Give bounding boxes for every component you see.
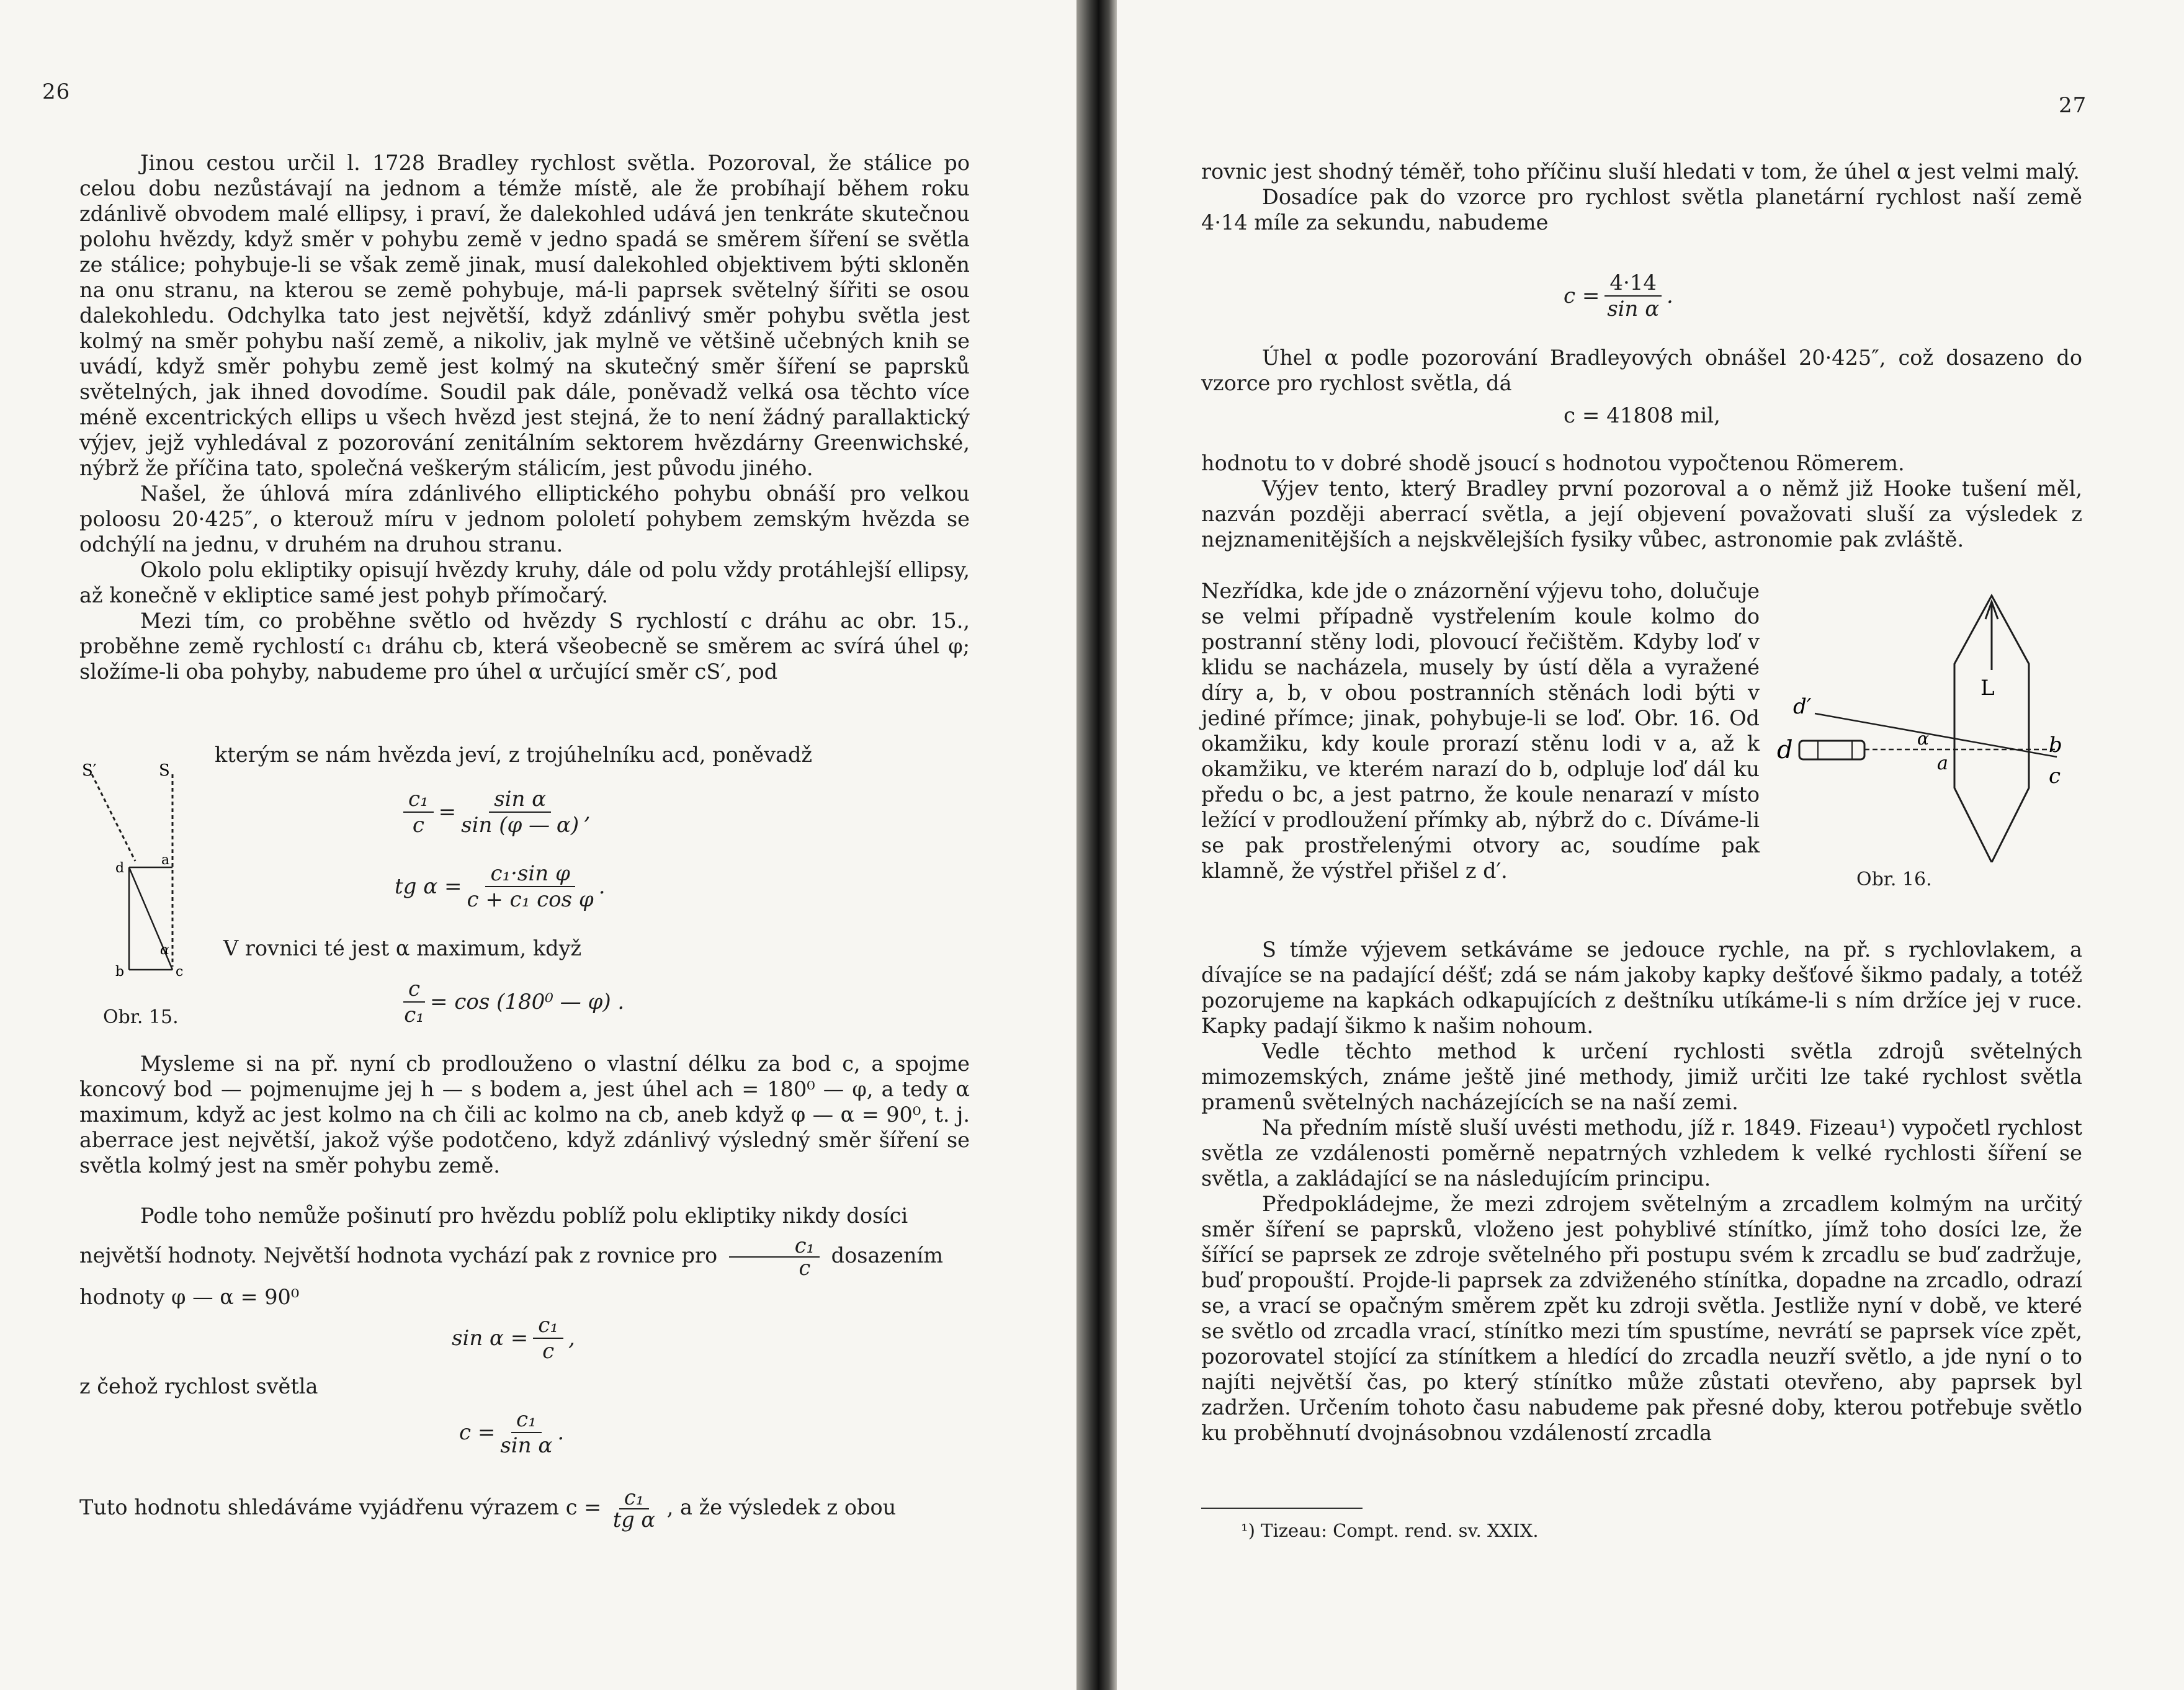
fig16-label-a: a	[1937, 753, 1948, 774]
right-equation-1	[1564, 272, 1673, 320]
left-paragraph-1: Jinou cestou určil l. 1728 Bradley rychlost světla. Pozoroval, že stálice po celou dobu nezůstávají na jednom a témže místě, ale že probíhají během roku zdánlivě obvodem malé ellipsy, i praví, že dalekohled udává jen tenkráte skutečnou polohu hvězdy, když směr v pohybu země v jedno spadá se směrem šíření se světla ze stálice; pohybuje-li se však země jinak, musí dalekohled objektivem býti skloněn na onu stranu, na kterou se země pohybuje, má-li paprsek světelný šířiti se osou dalekohledu. Odchylka tato jest největší, když zdánlivý směr pohybu světla jest kolmý na směr pohybu naší země, a nikoliv, jak mylně ve většině učebných knih se uvádí, když směr pohybu země jest kolmý na skutečný směr šíření se paprsků světelných, jak ihned dovodíme. Soudil pak dále, poněvadž velká osa těchto více méně excentrických ellips u všech hvězd jest stejná, že to není žádný parallaktický výjev, jejž vyhledával z pozorování zenitálním sektorem hvězdárny Greenwichské, nýbrž že příčina tato, společná veškerým stálicím, jest původu jiného.	[79, 151, 970, 480]
fig16-label-L: L	[1980, 676, 1995, 700]
fig15-label-d: d	[115, 861, 125, 876]
left-text-bottom	[79, 1051, 970, 1178]
left-paragraph-7c: hodnoty φ — α = 90⁰	[79, 1285, 300, 1309]
left-paragraph-9a: Tuto hodnotu shledáváme vyjádřenu výrazem c =	[79, 1495, 602, 1519]
eq1-lhs-denominator: c	[412, 813, 424, 838]
eq1-rhs-numerator: sin α	[489, 788, 551, 813]
fig15-label-alpha: α	[160, 942, 169, 958]
left-equation-4	[452, 1314, 575, 1362]
fig15-label-b: b	[115, 964, 125, 980]
right-paragraph-9: Předpokládejme, že mezi zdrojem světelným a zrcadlem kolmým na určitý směr šíření se paprsků, vloženo jest pohyblivé stínítko, jímž toho dosíci lze, že šířící se paprsek ze zdroje světelného při postupu svém k zrcadlu se buď zadržuje, buď propouští. Projde-li paprsek za zdviženého stínítka, dopadne na zrcadlo, odrazí se, a vrací se opačným směrem zpět ku zdroji světla. Jestliže nyní v době, ve které se světlo od zrcadla vrací, stínítko mezi tím spustíme, nevrátí se paprsek více zpět, pozorovatel stojící za stínítkem a hledící do zrcadla neuzří světlo, a jde nyní o to najíti největší čas, po který stínítko může zůstati otevřeno, aby paprsek byl zadržen. Určením tohoto času nabudeme pak přesné doby, kterou potřebuje světlo ku proběhnutí dvojnásobnou vzdáleností zrcadla	[1201, 1192, 2082, 1445]
eq5-end: .	[557, 1420, 565, 1445]
para7-fraction-denominator: c	[799, 1256, 811, 1280]
right-paragraph-5b: Nezřídka, kde jde o znázornění výjevu toho, dolučuje se velmi případně vystřelením koule kolmo do postranní stěny lodi, plovoucí řečištěm. Kdyby loď v klidu se nacházela, musely by ústí děla a vyražené díry a, b, v obou postranních stěnách lodi býti v jediné přímce; jinak, pohybuje-li se loď. Obr. 16. Od okamžiku, kdy koule prorazí stěnu lodi v a, až k okamžiku, ve kterém narazí do b, odpluje loď dál ku předu o bc, a jest patrno, že koule nenarazí v místo ležící v prodloužení přímky ab, nýbrž do c. Díváme-li se pak prostřelenými otvory ac, soudíme pak klamně, že výstřel přišel z d′.	[1201, 579, 1760, 883]
left-paragraph-5: V rovnici té jest α maximum, když	[223, 936, 582, 960]
left-paragraph-2: Našel, že úhlová míra zdánlivého elliptického pohybu obnáší pro velkou poloosu 20·425″, o kterouž míru v jednom pololetí pohybem zemským hvězda se odchýlí na jednu, v druhém na druhou stranu.	[79, 481, 970, 557]
para7-fraction-numerator: c₁	[729, 1236, 820, 1258]
book-gutter	[1076, 0, 1117, 1690]
left-paragraph-4b: kterým se nám hvězda jeví, z trojúhelníku acd, poněvadž	[215, 743, 813, 767]
fig15-label-c: c	[176, 964, 184, 980]
eq3-numerator: c	[403, 978, 425, 1003]
para9-fraction-numerator: c₁	[619, 1488, 649, 1509]
right-paragraph-4: hodnotu to v dobré shodě jsoucí s hodnotou vypočtenou Römerem.	[1201, 451, 1905, 475]
eq2-lhs: tg α =	[395, 874, 462, 899]
eq5-numerator: c₁	[511, 1408, 542, 1433]
figure-16-caption: Obr. 16.	[1856, 869, 1932, 890]
left-page	[0, 0, 1076, 1690]
left-text-z-cehoz	[79, 1374, 700, 1399]
figure-16-diagram	[1774, 589, 2066, 862]
fig16-label-b: b	[2049, 733, 2062, 758]
para7-fraction	[729, 1233, 820, 1280]
left-equation-2	[395, 862, 606, 911]
right-eq1-end: .	[1667, 284, 1673, 308]
left-text-top	[79, 150, 970, 684]
right-eq1-lhs: c =	[1564, 284, 1600, 308]
eq3-rhs: = cos (180⁰ — φ) .	[430, 990, 625, 1014]
left-text-last	[79, 1485, 970, 1532]
right-paragraph-5a: Výjev tento, který Bradley první pozoroval a o němž již Hooke tušení měl, nazván později aberrací světla, a její objevení považovati sluší za výsledek z nejznamenitějších a nejskvělejších fysiky vůbec, astronomie pak zvláště.	[1201, 476, 2082, 552]
fig15-label-s: S	[159, 762, 170, 780]
left-paragraph-8: z čehož rychlost světla	[79, 1374, 318, 1398]
right-page	[1117, 0, 2184, 1690]
eq5-lhs: c =	[459, 1420, 496, 1445]
figure-15-caption: Obr. 15.	[103, 1006, 179, 1028]
fig15-label-s-prime: S′	[82, 762, 97, 780]
right-text-uhel	[1201, 345, 2082, 396]
left-paragraph-9b: , a že výsledek z obou	[666, 1495, 897, 1519]
fig15-line-s-prime	[92, 774, 135, 861]
left-equation-1: $\frac{\text{c₁}}{c}$ = $\frac{\text{sin α}}{\sin (\varphi — \alpha)}$ ,	[398, 788, 591, 836]
eq1-end: ,	[584, 800, 591, 825]
left-text-podle	[79, 1196, 970, 1317]
right-text-bottom	[1201, 937, 2082, 1446]
left-equation-3	[398, 978, 624, 1026]
right-eq1-denominator: sin α	[1607, 297, 1660, 321]
left-text-rovnici	[223, 936, 906, 961]
fig16-label-d-prime: d′	[1793, 694, 1812, 719]
left-paragraph-7b: dosazením	[831, 1243, 943, 1268]
figure-15-diagram	[79, 762, 204, 1010]
page-number-left: 26	[42, 79, 71, 104]
footnote: ¹) Tizeau: Compt. rend. sv. XXIX.	[1241, 1520, 1539, 1541]
footnote-rule	[1201, 1508, 1363, 1509]
left-paragraph-7a: Podle toho nemůže pošinutí pro hvězdu poblíž polu ekliptiky nikdy dosíci největší hodnoty. Největší hodnota vychází pak z rovnice pro	[79, 1204, 908, 1268]
eq4-end: ,	[568, 1326, 575, 1351]
right-paragraph-7: Vedle těchto method k určení rychlosti světla zdrojů světelných mimozemských, známe ještě jiné methody, jimiž určiti lze také rychlost světla pramenů světelných nacházejících se na naší zemi.	[1201, 1039, 2082, 1114]
left-paragraph-6: Mysleme si na př. nyní cb prodlouženo o vlastní délku za bod c, a spojme koncový bod — pojmenujme jej h — s bodem a, jest úhel ach = 180⁰ — φ, a tedy α maximum, když ac jest kolmo na ch čili ac kolmo na cb, aneb když φ — α = 90⁰, t. j. aberrace jest největší, jakož výše podotčeno, když zdánlivý výsledný směr šíření se světla kolmý jest na směr pohybu země.	[79, 1052, 970, 1178]
figure-16	[1774, 589, 2066, 862]
eq4-denominator: c	[542, 1339, 555, 1364]
right-paragraph-3: Úhel α podle pozorování Bradleyových obnášel 20·425″, což dosazeno do vzorce pro rychlost světla, dá	[1201, 346, 2082, 395]
left-paragraph-7	[79, 1196, 970, 1280]
left-equation-5	[459, 1408, 564, 1457]
fig16-label-c: c	[2049, 764, 2061, 789]
right-text-beside-figure	[1201, 578, 1760, 883]
right-eq2: c = 41808 mil,	[1564, 403, 1721, 428]
right-equation-2	[1564, 403, 1721, 428]
eq4-lhs: sin α =	[452, 1326, 529, 1351]
fig16-label-d: d	[1777, 736, 1793, 764]
left-paragraph-3: Okolo polu ekliptiky opisují hvězdy kruhy, dále od polu vždy protáhlejší ellipsy, až konečně v ekliptice samé jest pohyb přímočarý.	[79, 558, 970, 607]
right-paragraph-6: S tímže výjevem setkáváme se jedouce rychle, na př. s rychlovlakem, a dívajíce se na padající déšť; zdá se nám jakoby kapky dešťové šikmo padaly, a totéž pozorujeme na kapkách odkapujících z deštníku utíkáme-li s ním držíce jej v ruce. Kapky padají šikmo k našim nohoum.	[1201, 937, 2082, 1038]
left-text-beside-figure	[215, 742, 969, 767]
right-paragraph-1: rovnic jest shodný téměř, toho příčinu sluší hledati v tom, že úhel α jest velmi malý.	[1201, 159, 2080, 184]
left-paragraph-4a: Mezi tím, co proběhne světlo od hvězdy S rychlostí c dráhu ac obr. 15., proběhne země rychlostí c₁ dráhu cb, která všeobecně se směrem ac svírá úhel φ; složíme-li oba pohyby, nabudeme pro úhel α určující směr cS′, pod	[79, 609, 970, 684]
para9-fraction-denominator: tg α	[612, 1508, 656, 1532]
right-paragraph-2: Dosadíce pak do vzorce pro rychlost světla planetární rychlost naší země 4·14 míle za sekundu, nabudeme	[1201, 185, 2082, 235]
fig16-cannon	[1799, 741, 1864, 759]
fig15-label-a: a	[161, 852, 170, 868]
right-text-mid	[1201, 450, 2082, 552]
right-paragraph-8: Na předním místě sluší uvésti methodu, jíž r. 1849. Fizeau¹) vypočetl rychlost světla ze vzdálenosti poměrně nepatrných vzhledem k velké rychlosti šíření se světla, a zakládající se na následujícím principu.	[1201, 1115, 2082, 1191]
eq1-lhs-numerator: c₁	[403, 788, 434, 813]
figure-15	[79, 762, 204, 1010]
eq1-rhs-denominator: sin (φ — α)	[461, 813, 580, 838]
left-paragraph-9	[79, 1485, 970, 1532]
fig16-label-alpha: α	[1917, 728, 1929, 749]
para9-fraction	[612, 1485, 656, 1532]
eq4-numerator: c₁	[533, 1314, 563, 1339]
eq2-end: .	[598, 874, 606, 899]
page-number-right: 27	[2059, 93, 2087, 118]
eq5-denominator: sin α	[500, 1433, 553, 1458]
eq3-denominator: c₁	[404, 1003, 424, 1027]
right-eq1-numerator: 4·14	[1604, 272, 1662, 297]
right-text-top	[1201, 159, 2082, 235]
eq2-numerator: c₁·sin φ	[485, 862, 575, 887]
eq2-denominator: c + c₁ cos φ	[467, 887, 594, 912]
fig16-line-d-prime	[1815, 713, 2057, 757]
